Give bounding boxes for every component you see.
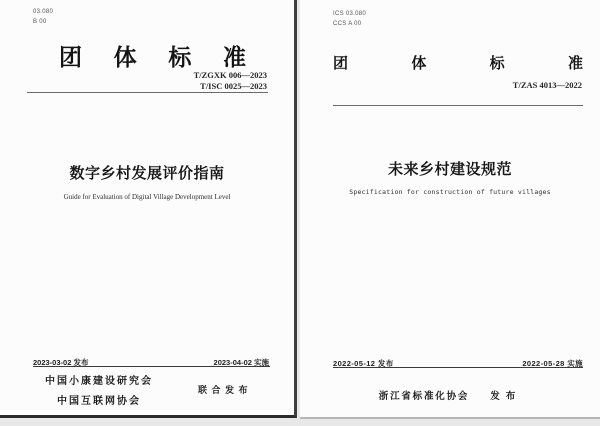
standard-number: T/ZAS 4013—2022 bbox=[512, 80, 582, 90]
ics-classification bbox=[33, 8, 53, 27]
standard-cover-right bbox=[300, 0, 600, 419]
standard-numbers bbox=[513, 80, 582, 91]
ics-code: 03.080 bbox=[33, 9, 54, 15]
standard-type-heading: 团体标准 bbox=[59, 44, 246, 70]
issue-date: 2022-05-12 发布 bbox=[333, 359, 394, 368]
ics-classification bbox=[333, 10, 366, 29]
header-divider bbox=[27, 92, 268, 93]
class-code: B 00 bbox=[33, 18, 47, 25]
standard-number: T/ISC 0025—2023 bbox=[200, 80, 267, 91]
implement-date: 2023-04-02 实施 bbox=[213, 358, 269, 367]
footer-divider bbox=[333, 367, 583, 368]
publisher-block bbox=[45, 372, 252, 407]
standard-number: T/ZGXK 006—2023 bbox=[193, 70, 267, 80]
header-divider bbox=[333, 105, 583, 106]
publisher-names bbox=[45, 372, 153, 407]
publisher-name: 中国互联网协会 bbox=[57, 396, 141, 407]
class-code: CCS A 00 bbox=[333, 20, 362, 27]
publisher-name: 浙江省标准化协会 bbox=[378, 391, 470, 402]
footer-divider bbox=[33, 366, 270, 367]
ics-code: ICS 03.080 bbox=[333, 11, 367, 17]
implement-date: 2022-05-28 实施 bbox=[522, 359, 583, 368]
document-title-cn: 未来乡村建设规范 bbox=[387, 161, 512, 178]
document-title-en: Specification for construction of future villages bbox=[349, 188, 551, 196]
publisher-name: 中国小康建设研究会 bbox=[45, 376, 153, 387]
document-title-en: Guide for Evaluation of Digital Village Development Level bbox=[63, 193, 231, 201]
standard-type-heading: 团体标准 bbox=[333, 55, 583, 72]
document-title-cn: 数字乡村发展评价指南 bbox=[69, 165, 225, 182]
publisher-block bbox=[300, 388, 600, 402]
standard-cover-left bbox=[0, 0, 297, 418]
joint-publish-label: 联合发布 bbox=[197, 385, 252, 395]
issue-date: 2023-03-02 发布 bbox=[33, 358, 89, 367]
standard-numbers bbox=[194, 70, 267, 91]
publish-label: 发布 bbox=[490, 391, 522, 402]
